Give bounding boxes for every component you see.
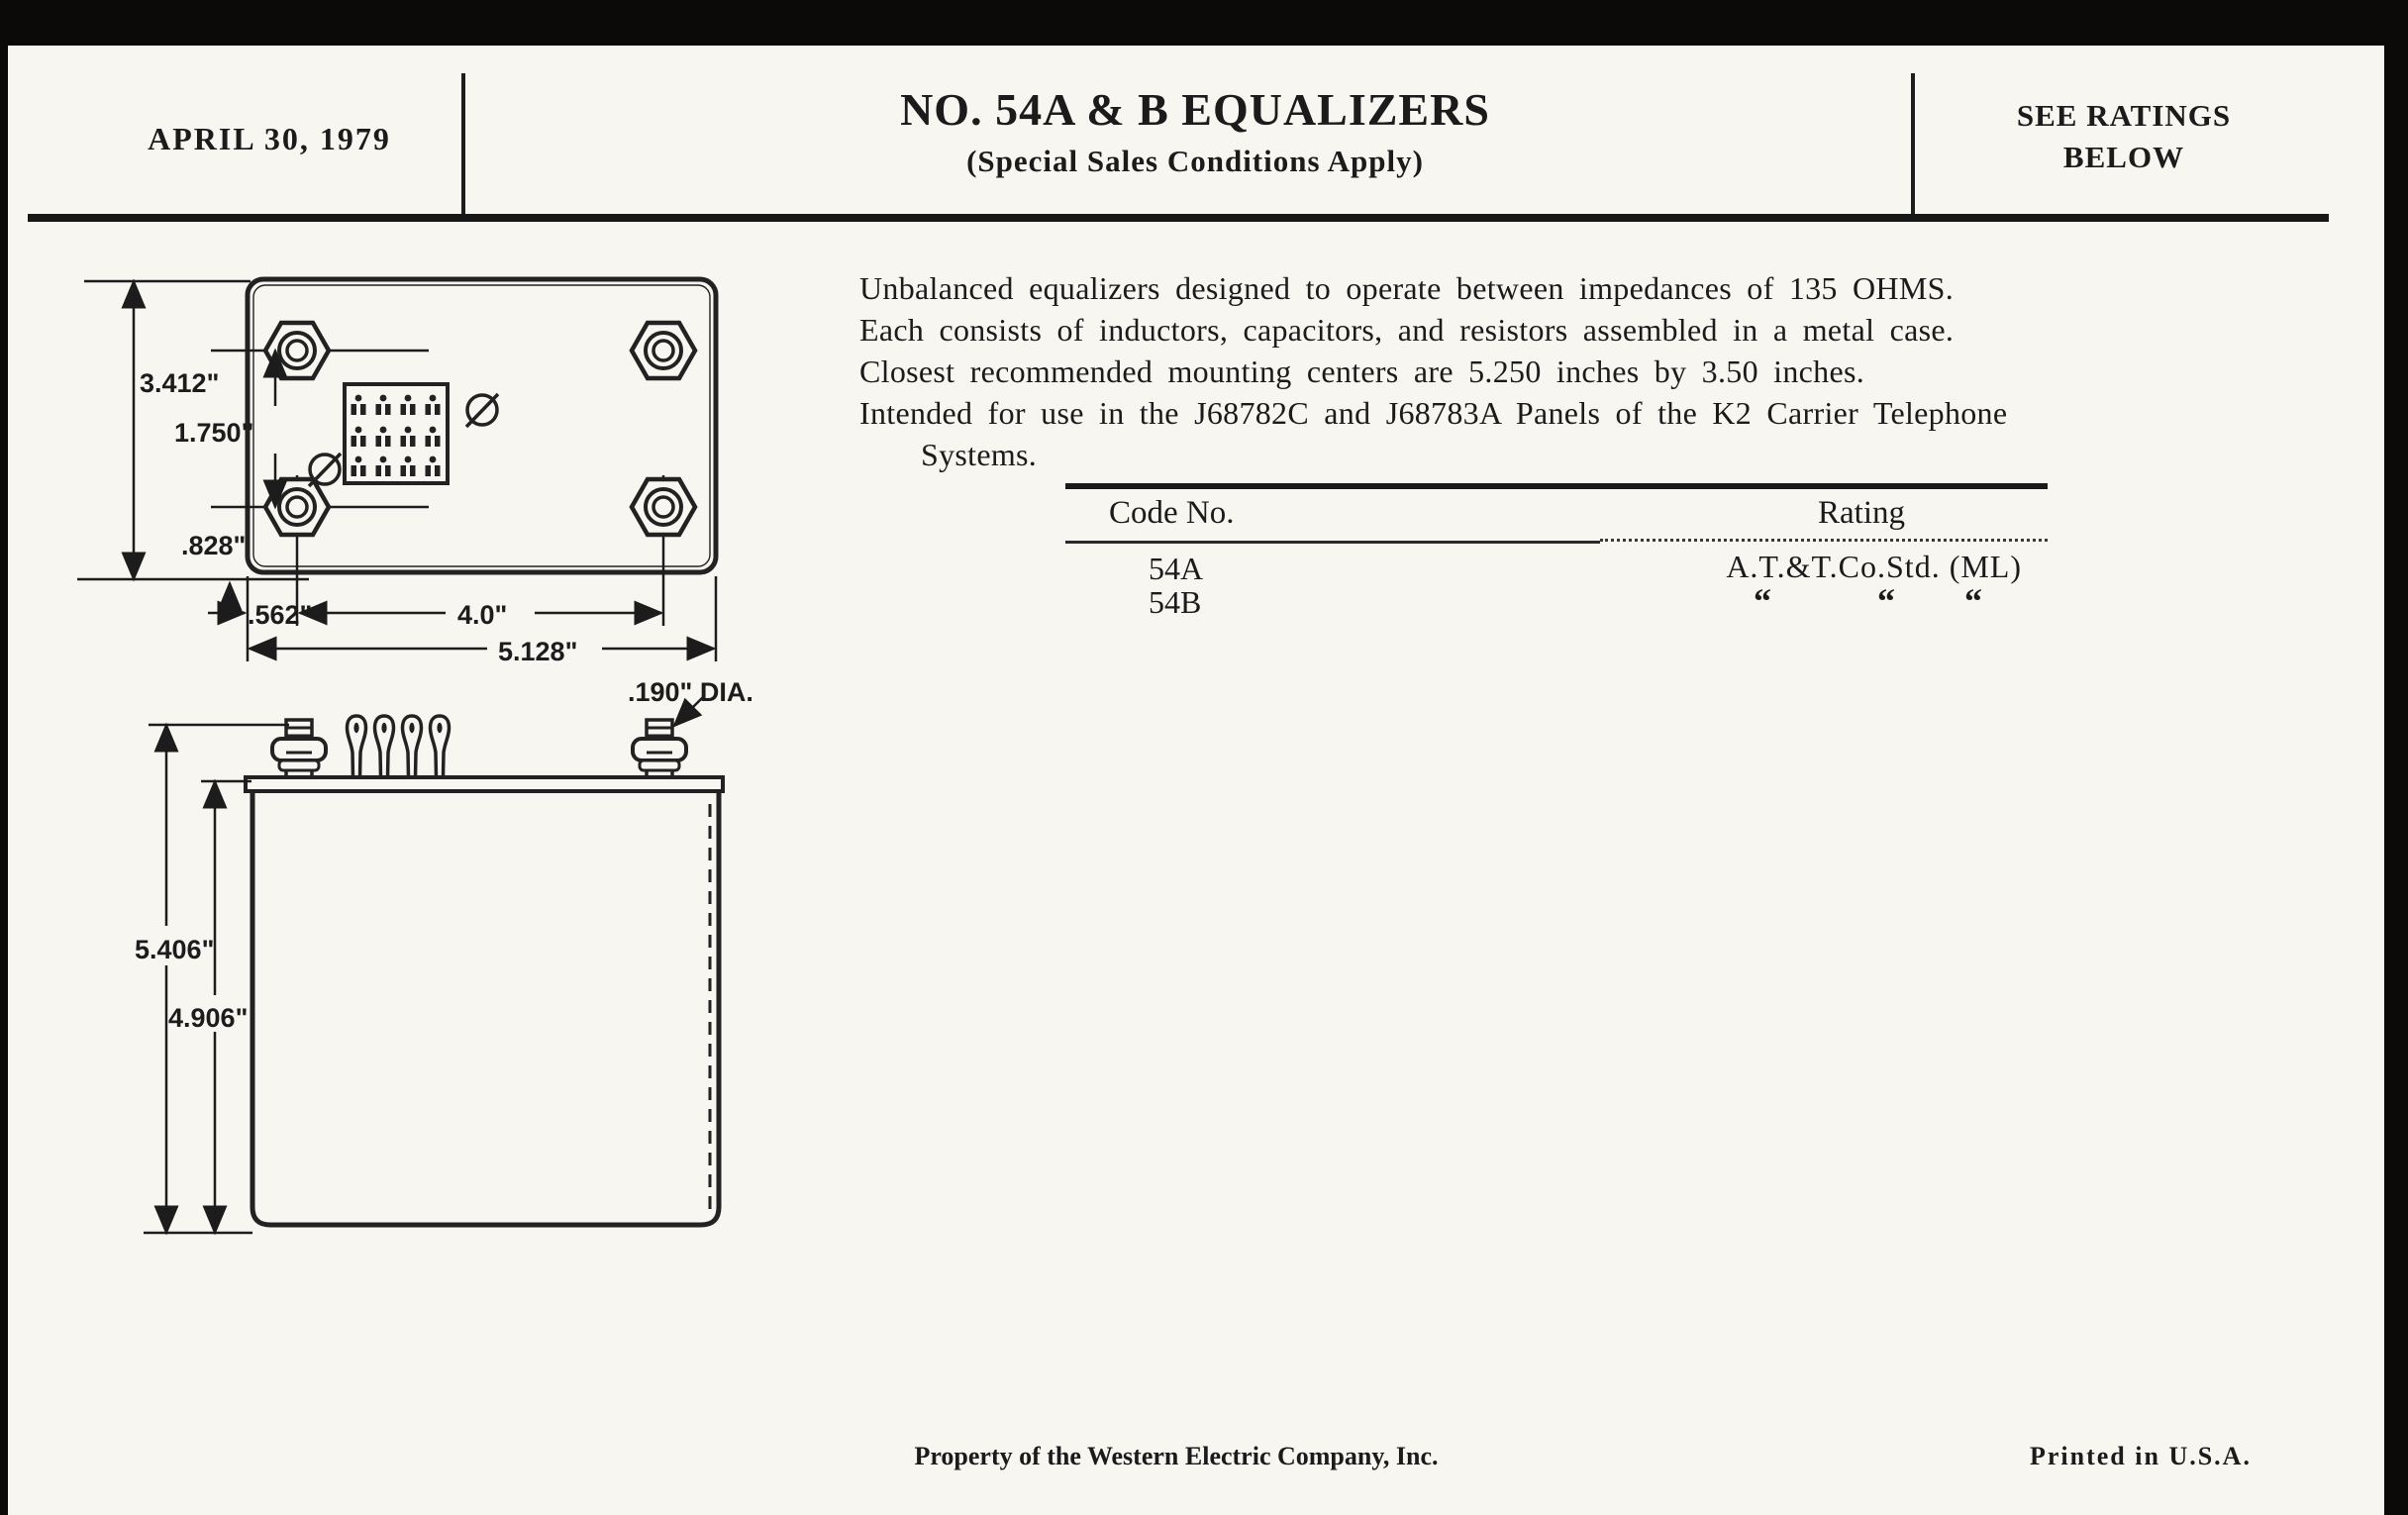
- dim-label-hole-spacing-h: 4.0": [457, 600, 508, 630]
- table-row-code-54a: 54A: [1149, 551, 1204, 586]
- table-rule-mid: [1065, 541, 1600, 544]
- dim-label-hole-spacing-v: 1.750": [174, 418, 254, 448]
- top-view-drawing: [77, 279, 716, 666]
- table-row-rating-54a: A.T.&T.Co.Std. (ML): [1726, 549, 2022, 584]
- header-rule: [28, 214, 2329, 222]
- technical-drawings: [67, 248, 840, 1317]
- table-row-code-54b: 54B: [1149, 584, 1202, 620]
- header-divider-left: [461, 73, 465, 214]
- see-ratings-note: [1946, 95, 2302, 178]
- footer-printed-note: Printed in U.S.A.: [2030, 1442, 2252, 1470]
- slotted-screw: [309, 454, 341, 486]
- scan-border-right: [2384, 0, 2408, 1515]
- mounting-stud: [272, 720, 326, 777]
- header-title-block: [700, 83, 1690, 179]
- page-subtitle: (Special Sales Conditions Apply): [966, 144, 1424, 178]
- dim-label-case-height: 4.906": [168, 1003, 249, 1033]
- scan-border-left: [0, 0, 8, 1515]
- table-header-rating: Rating: [1818, 495, 1905, 531]
- terminal-block: [345, 384, 448, 483]
- description-line: Intended for use in the J68782C and J68783A Panels of the K2 Carrier Telephone: [859, 395, 2008, 431]
- ditto-mark: “: [1754, 581, 1771, 621]
- ditto-mark: “: [1877, 581, 1895, 621]
- mounting-stud: [633, 720, 686, 777]
- slotted-screw: [466, 394, 498, 427]
- terminal-lug: [403, 716, 422, 777]
- table-header-code: Code No.: [1109, 495, 1235, 531]
- table-rule-mid-dotted: [1600, 539, 2048, 542]
- document-page: [8, 46, 2384, 1515]
- terminal-lug: [431, 716, 450, 777]
- ditto-mark: “: [1964, 581, 1982, 621]
- dim-label-side-overall-height: 5.406": [135, 935, 215, 964]
- description-line: Systems.: [921, 437, 1038, 472]
- side-view-drawing: [135, 677, 753, 1233]
- table-rule-top: [1065, 483, 2048, 489]
- page-title: NO. 54A & B EQUALIZERS: [900, 84, 1490, 135]
- dim-label-overall-width: 5.128": [498, 637, 578, 666]
- scan-border-top: [0, 0, 2408, 46]
- dim-label-edge-to-hole: .562": [248, 600, 313, 630]
- see-ratings-line1: SEE RATINGS: [2016, 98, 2232, 133]
- description-line: Unbalanced equalizers designed to operate between impedances of 135 OHMS.: [859, 270, 1954, 306]
- dim-label-overall-height: 3.412": [140, 368, 220, 398]
- stud-diameter-label: .190" DIA.: [628, 677, 753, 707]
- footer-property-note: Property of the Western Electric Company, Inc.: [914, 1442, 1439, 1470]
- see-ratings-line2: BELOW: [2062, 140, 2185, 174]
- dim-label-hole-to-edge: .828": [181, 531, 247, 560]
- description-line: Closest recommended mounting centers are 5.250 inches by 3.50 inches.: [859, 354, 1865, 389]
- description-line: Each consists of inductors, capacitors, and resistors assembled in a metal case.: [859, 312, 1955, 348]
- description-paragraph: [859, 267, 2315, 475]
- terminal-lug: [375, 716, 394, 777]
- header-divider-right: [1911, 73, 1915, 214]
- issue-date: APRIL 30, 1979: [148, 121, 391, 156]
- ratings-table: [1065, 483, 2048, 640]
- mounting-nut: [632, 479, 695, 535]
- terminal-lug: [348, 716, 366, 777]
- mounting-nut: [632, 323, 695, 378]
